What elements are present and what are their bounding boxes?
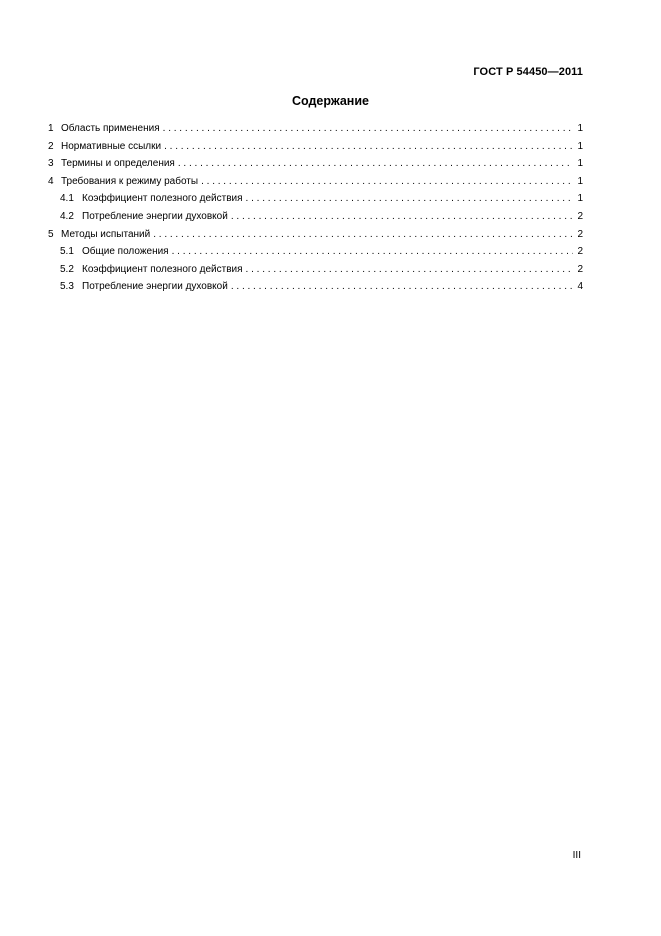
toc-entry-number: 3 — [48, 158, 54, 170]
toc-entry-number: 5.1 — [60, 246, 74, 258]
toc-entry-3[interactable] — [48, 155, 583, 173]
toc-entry-5-3[interactable] — [48, 278, 583, 296]
toc-entry-number: 1 — [48, 123, 54, 134]
toc-entry-page: 1 — [577, 193, 583, 205]
toc-entry-title: Требования к режиму работы — [61, 175, 199, 187]
toc-dot-leader — [163, 120, 573, 138]
toc-entry-title: Область применения — [61, 123, 160, 134]
toc-entry-title: Потребление энергии духовкой — [82, 210, 228, 222]
toc-entry-4-2[interactable] — [48, 208, 583, 226]
toc-entry-page: 1 — [577, 140, 583, 152]
toc-entry-title: Коэффициент полезного действия — [82, 193, 243, 205]
toc-dot-leader — [153, 226, 573, 244]
toc-entry-number: 2 — [48, 140, 54, 152]
toc-dot-leader — [178, 155, 573, 173]
toc-entry-number: 4.1 — [60, 193, 74, 205]
toc-title: Содержание — [291, 94, 369, 108]
toc-entry-page: 1 — [577, 123, 583, 134]
document-number: ГОСТ Р 54450—2011 — [473, 66, 583, 78]
toc-entry-number: 5.2 — [60, 263, 74, 275]
toc-entry-title: Методы испытаний — [61, 228, 151, 240]
toc-dot-leader — [246, 261, 573, 279]
toc-dot-leader — [246, 190, 573, 208]
toc-entry-title: Общие положения — [82, 246, 169, 258]
toc-entry-page: 1 — [577, 158, 583, 170]
toc-entry-5[interactable] — [48, 226, 583, 244]
toc-entry-number: 4 — [48, 175, 54, 187]
toc-entry-number: 4.2 — [60, 210, 74, 222]
toc-entry-4[interactable] — [48, 173, 583, 191]
toc-dot-leader — [231, 278, 573, 296]
toc-entry-page: 2 — [577, 210, 583, 222]
toc-entry-title: Потребление энергии духовкой — [82, 281, 228, 293]
toc-dot-leader — [164, 138, 573, 156]
toc-entry-1[interactable] — [48, 120, 583, 138]
toc-entry-number: 5.3 — [60, 281, 74, 293]
toc-dot-leader — [201, 173, 573, 191]
toc-entry-title: Нормативные ссылки — [61, 140, 162, 152]
toc-entry-2[interactable] — [48, 138, 583, 156]
toc-entry-page: 4 — [577, 281, 583, 293]
toc-entry-number: 5 — [48, 228, 54, 240]
toc-entry-4-1[interactable] — [48, 190, 583, 208]
toc-entry-5-1[interactable] — [48, 243, 583, 261]
toc-entry-title: Термины и определения — [61, 158, 175, 170]
toc-entry-page: 2 — [577, 263, 583, 275]
toc-entry-title: Коэффициент полезного действия — [82, 263, 243, 275]
toc-dot-leader — [231, 208, 573, 226]
toc-entry-page: 2 — [577, 246, 583, 258]
toc-entry-5-2[interactable] — [48, 261, 583, 279]
page-number: III — [572, 850, 581, 861]
toc-dot-leader — [172, 243, 573, 261]
toc-entry-page: 2 — [577, 228, 583, 240]
toc-entry-page: 1 — [577, 175, 583, 187]
table-of-contents — [48, 120, 583, 296]
